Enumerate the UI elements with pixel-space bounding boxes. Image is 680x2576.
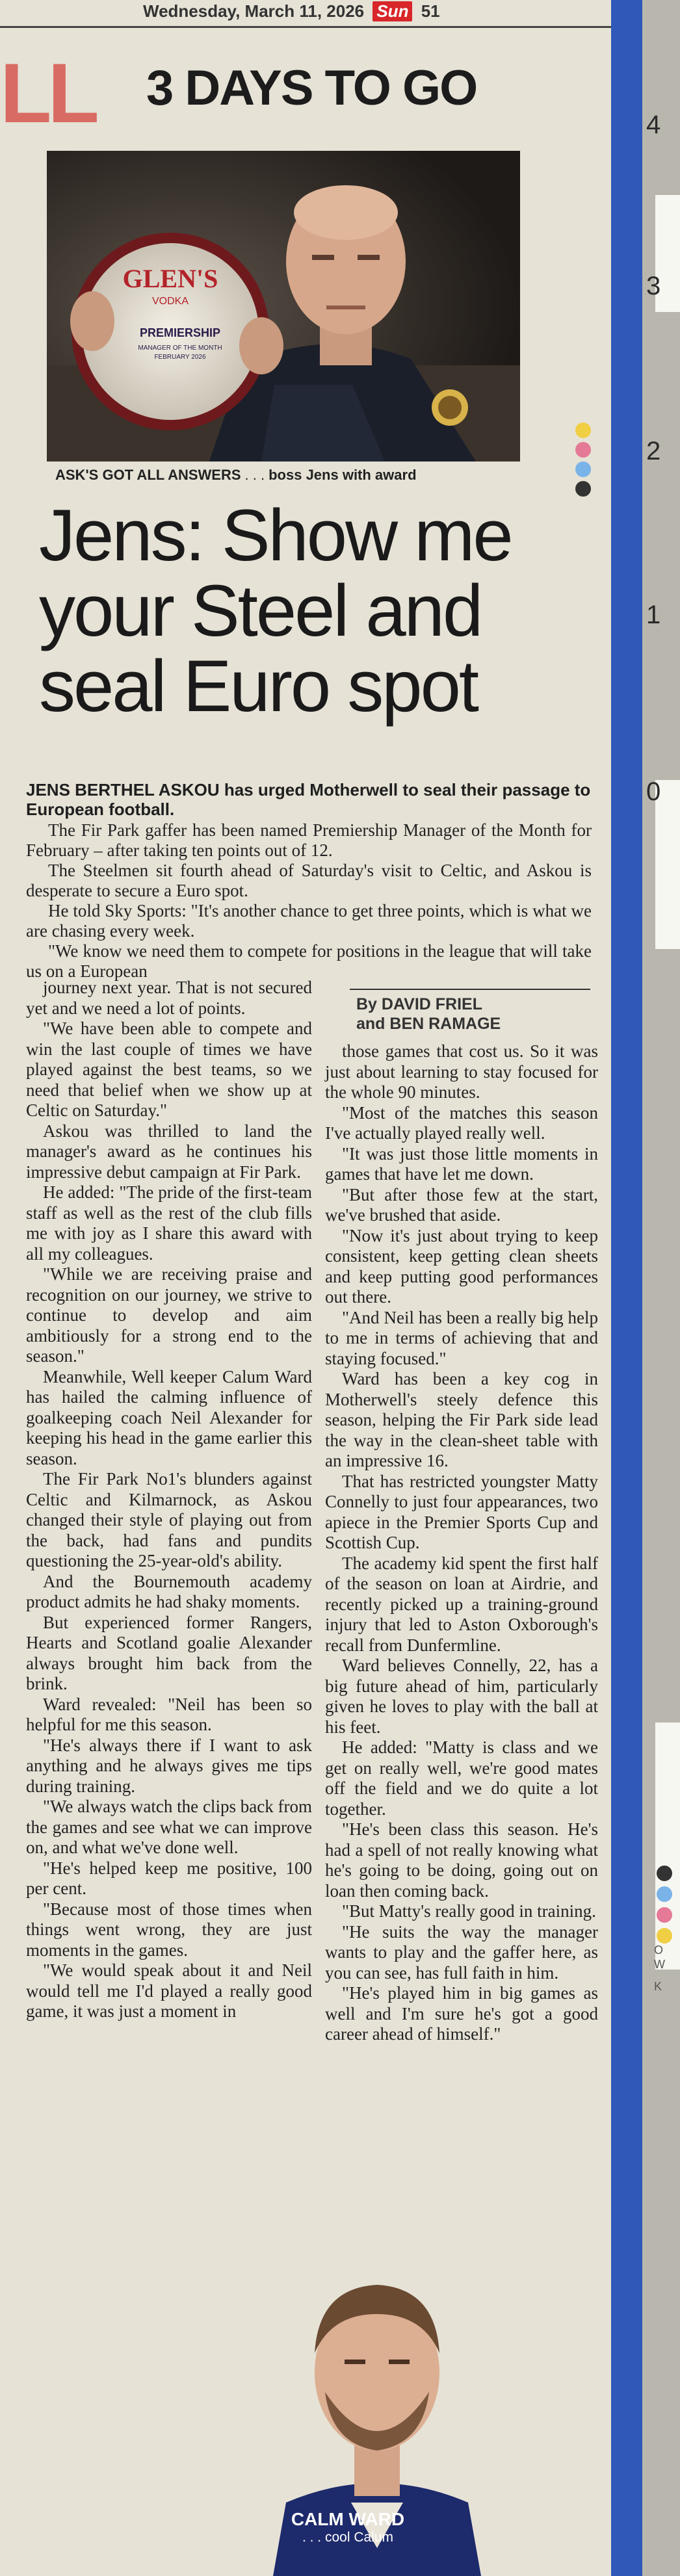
byline bbox=[356, 995, 603, 1034]
intro-paragraph: He told Sky Sports: "It's another chance to get three points, which is what we are chasing every week. bbox=[26, 901, 592, 941]
article-paragraph: "It was just those little moments in games that have let me down. bbox=[325, 1143, 598, 1184]
article-column-right bbox=[325, 1041, 598, 2045]
article-paragraph: "And Neil has been a really big help to me in terms of achieving that and staying focused." bbox=[325, 1307, 598, 1368]
article-column-left bbox=[26, 978, 312, 2022]
article-paragraph: He added: "The pride of the first-team staff as well as the rest of the club fills me with joy as I share this award with all my colleagues. bbox=[26, 1182, 312, 1264]
registration-dot bbox=[657, 1886, 672, 1902]
article-paragraph: Ward believes Connelly, 22, has a big future ahead of him, particularly given he loves to play with the ball at his feet. bbox=[325, 1656, 598, 1737]
issue-date: Wednesday, March 11, 2026 bbox=[143, 1, 365, 21]
intro-paragraph: The Fir Park gaffer has been named Premiership Manager of the Month for February – after taking ten points out of 12. bbox=[26, 820, 592, 860]
headline-line: Jens: Show me bbox=[39, 495, 512, 576]
article-paragraph: "We have been able to compete and win the last couple of times we have played against the best teams, so we need that belief when we show up at Celtic on Saturday." bbox=[26, 1019, 312, 1120]
article-paragraph: "He's been class this season. He's had a spell of not really knowing what he's going to be doing, going out on loan then coming back. bbox=[325, 1819, 598, 1901]
article-paragraph: "He's played him in big games as well and I'm sure he's got a good career ahead of himself." bbox=[325, 1983, 598, 2044]
article-paragraph: "Because most of those times when things went wrong, they are just moments in the games. bbox=[26, 1899, 312, 1960]
award-brand-sub: VODKA bbox=[151, 296, 189, 307]
article-paragraph: The Fir Park No1's blunders against Celtic and Kilmarnock, as Askou changed their style of playing out from the back, had fans and pundits questioning the 25-year-old's ability. bbox=[26, 1469, 312, 1570]
article-paragraph: "He's always there if I want to ask anything and he always gives me tips during training. bbox=[26, 1735, 312, 1796]
article-paragraph: Askou was thrilled to land the manager's award as he continues his impressive debut campaign at Fir Park. bbox=[26, 1121, 312, 1182]
article-paragraph: "We would speak about it and Neil would tell me I'd played a really good game, it was just a moment in bbox=[26, 1960, 312, 2021]
countdown-title: 3 DAYS TO GO bbox=[146, 60, 477, 116]
article-paragraph: Meanwhile, Well keeper Calum Ward has hailed the calming influence of goalkeeping coach Neil Alexander for keeping his head in the game earlier this season. bbox=[26, 1366, 312, 1468]
article-paragraph: "We always watch the clips back from the games and see what we can improve on, and what we've done well. bbox=[26, 1797, 312, 1857]
article-paragraph: Ward revealed: "Neil has been so helpful for me this season. bbox=[26, 1694, 312, 1734]
registration-dot bbox=[575, 462, 591, 477]
intro-paragraph: "We know we need them to compete for positions in the league that will take us on a European bbox=[26, 941, 592, 981]
article-paragraph: Ward has been a key cog in Motherwell's steely defence this season, helping the Fir Park side lead the way in the clean-sheet table with an impressive 16. bbox=[325, 1369, 598, 1470]
top-rule bbox=[0, 26, 611, 28]
registration-dot bbox=[575, 423, 591, 438]
ruler-letter: K bbox=[654, 1980, 662, 1993]
ruler-letter: W bbox=[654, 1958, 665, 1971]
registration-dot bbox=[575, 442, 591, 458]
caption-lead: ASK'S GOT ALL ANSWERS bbox=[55, 467, 241, 483]
ruler-number: 0 bbox=[646, 777, 661, 806]
article-paragraph: those games that cost us. So it was just about learning to stay focused for the whole 90 minutes. bbox=[325, 1041, 598, 1102]
ruler-number: 2 bbox=[646, 437, 661, 465]
article-paragraph: "Most of the matches this season I've actually played really well. bbox=[325, 1102, 598, 1143]
article-paragraph: "Now it's just about trying to keep consistent, keep getting clean sheets and keep putting good performances out there. bbox=[325, 1225, 598, 1307]
registration-dot bbox=[657, 1866, 672, 1881]
section-kicker: LL bbox=[0, 46, 96, 140]
byline-rule bbox=[350, 989, 590, 990]
caption-separator: . . . bbox=[244, 467, 265, 483]
caption-text: boss Jens with award bbox=[268, 467, 417, 483]
headline-line: your Steel and bbox=[39, 570, 482, 651]
portrait-name: CALM WARD bbox=[291, 2509, 405, 2529]
article-paragraph: And the Bournemouth academy product admits he had shaky moments. bbox=[26, 1571, 312, 1611]
intro-paragraph: The Steelmen sit fourth ahead of Saturday's visit to Celtic, and Askou is desperate to secure a Euro spot. bbox=[26, 861, 592, 900]
byline-line: and BEN RAMAGE bbox=[356, 1015, 501, 1033]
masthead bbox=[143, 1, 572, 23]
ruler-strip bbox=[611, 0, 642, 2576]
intro-paragraphs bbox=[26, 820, 592, 982]
manager-award-photo bbox=[47, 151, 520, 462]
registration-dot bbox=[657, 1907, 672, 1923]
photo-caption bbox=[55, 467, 417, 484]
article-paragraph: That has restricted youngster Matty Connelly to just four appearances, two apiece in the Premier Sports Cup and Scottish Cup. bbox=[325, 1471, 598, 1552]
ruler-letter: O bbox=[654, 1944, 664, 1957]
ruler-number: 3 bbox=[646, 272, 661, 300]
registration-dot bbox=[657, 1928, 672, 1944]
registration-dot bbox=[575, 481, 591, 497]
award-competition: PREMIERSHIP bbox=[139, 326, 221, 339]
article-paragraph: He added: "Matty is class and we get on really well, we're good mates off the field and we do quite a lot together. bbox=[325, 1737, 598, 1819]
article-paragraph: "He suits the way the manager wants to play and the gaffer here, as you can see, has full faith in him. bbox=[325, 1921, 598, 1983]
article-paragraph: "But after those few at the start, we've brushed that aside. bbox=[325, 1184, 598, 1225]
headline bbox=[39, 495, 598, 727]
ruler-number: 4 bbox=[646, 111, 661, 139]
article-paragraph: But experienced former Rangers, Hearts and Scotland goalie Alexander always brought him back from the brink. bbox=[26, 1612, 312, 1693]
sun-logo: Sun bbox=[373, 1, 412, 21]
award-month: FEBRUARY 2026 bbox=[154, 354, 206, 361]
page-number: 51 bbox=[421, 1, 440, 21]
standfirst: JENS BERTHEL ASKOU has urged Motherwell to seal their passage to European football. bbox=[26, 780, 591, 819]
portrait-subtitle: . . . cool Calum bbox=[302, 2530, 394, 2545]
headline-line: seal Euro spot bbox=[39, 645, 477, 727]
manager-photo-illustration bbox=[47, 151, 520, 462]
award-title: MANAGER OF THE MONTH bbox=[138, 345, 222, 352]
article-paragraph: "But Matty's really good in training. bbox=[342, 1901, 596, 1921]
byline-line: By DAVID FRIEL bbox=[356, 995, 482, 1013]
article-paragraph: The academy kid spent the first half of the season on loan at Airdrie, and recently picked up a training-ground injury that led to Aston Oxborough's recall from Dunfermline. bbox=[325, 1553, 598, 1655]
article-paragraph: journey next year. That is not secured yet and we need a lot of points. bbox=[26, 978, 312, 1018]
ruler-number: 1 bbox=[646, 601, 661, 629]
article-paragraph: "While we are receiving praise and recognition on our journey, we strive to continue to develop and aim ambitiously for a strong end to the season." bbox=[26, 1264, 312, 1366]
portrait-caption bbox=[250, 2509, 445, 2545]
article-paragraph: "He's helped keep me positive, 100 per cent. bbox=[26, 1858, 312, 1898]
award-brand: GLEN'S bbox=[122, 264, 218, 293]
